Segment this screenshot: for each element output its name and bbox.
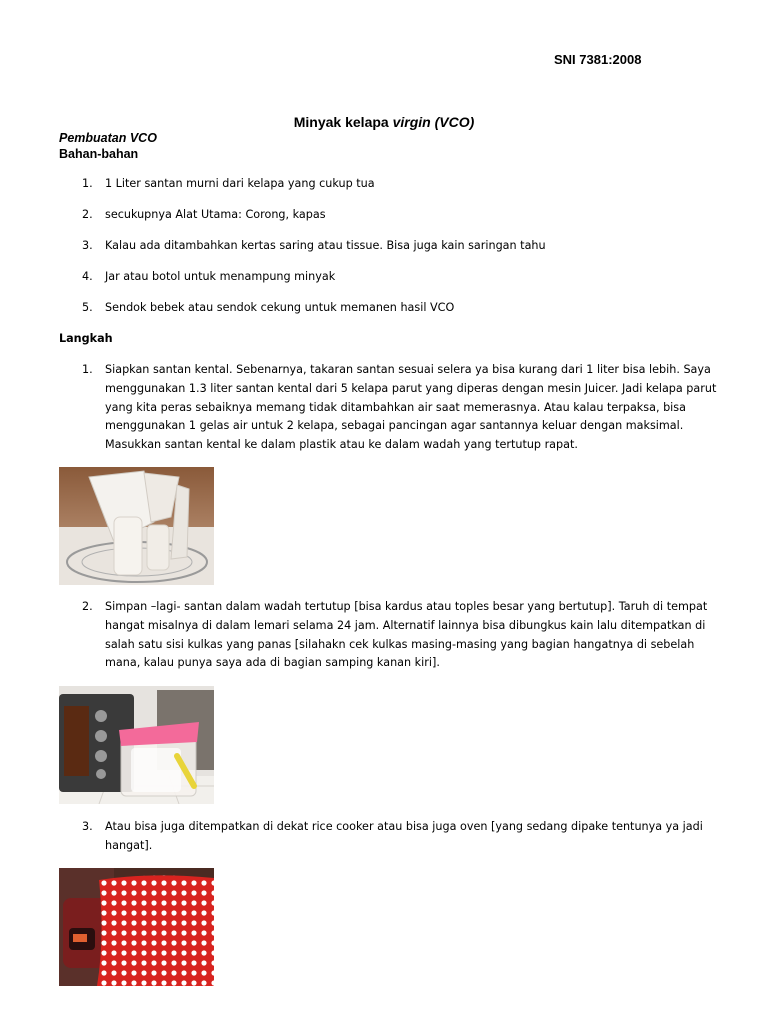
- list-text: Kalau ada ditambahkan kertas saring atau tissue. Bisa juga kain saringan tahu: [105, 239, 546, 252]
- list-text: Sendok bebek atau sendok cekung untuk memanen hasil VCO: [105, 301, 455, 314]
- list-number: 2.: [82, 208, 93, 221]
- title-main: Minyak kelapa: [293, 114, 393, 130]
- list-text: 1 Liter santan murni dari kelapa yang cukup tua: [105, 177, 375, 190]
- title-italic: virgin (VCO): [392, 114, 475, 130]
- page-title: [0, 114, 768, 130]
- step-text: Atau bisa juga ditempatkan di dekat rice cooker atau bisa juga oven [yang sedang dipake tentunya ya jadi hangat].: [105, 820, 703, 852]
- steps-heading: Langkah: [59, 332, 113, 345]
- step-number: 3.: [82, 820, 93, 833]
- standard-code: SNI 7381:2008: [554, 52, 642, 67]
- materials-heading: Bahan-bahan: [59, 147, 139, 161]
- list-number: 3.: [82, 239, 93, 252]
- list-text: Jar atau botol untuk menampung minyak: [105, 270, 336, 283]
- section-title: Pembuatan VCO: [59, 131, 157, 145]
- step-number: 2.: [82, 600, 93, 613]
- oven-container-photo: [59, 686, 214, 804]
- list-number: 5.: [82, 301, 93, 314]
- list-number: 4.: [82, 270, 93, 283]
- rice-cooker-photo: [59, 868, 214, 986]
- step-text: Simpan –lagi- santan dalam wadah tertutup [bisa kardus atau toples besar yang bertutup]. Taruh di tempat hangat misalnya di dalam lemari selama 24 jam. Alternatif lainnya bisa dibungkus kain lalu ditempatkan di salah satu sisi kulkas yang panas [silahakn cek kulkas masing-masing yang bagian hangatnya di sebelah mana, kalau punya saya ada di bagian samping kanan kiri].: [105, 600, 708, 670]
- list-number: 1.: [82, 177, 93, 190]
- list-text: secukupnya Alat Utama: Corong, kapas: [105, 208, 326, 221]
- coconut-milk-bags-photo: [59, 467, 214, 585]
- step-number: 1.: [82, 363, 93, 376]
- step-text: Siapkan santan kental. Sebenarnya, takaran santan sesuai selera ya bisa kurang dari 1 liter bisa lebih. Saya menggunakan 1.3 liter santan kental dari 5 kelapa parut yang diperas dengan mesin Juicer. Jadi kelapa parut yang kita peras sebaiknya memang tidak ditambahkan air saat memerasnya. Atau kalau terpaksa, bisa menggunakan 1 gelas air untuk 2 kelapa, sebagai pancingan agar santannya keluar dengan maksimal. Masukkan santan kental ke dalam plastik atau ke dalam wadah yang tertutup rapat.: [105, 363, 717, 452]
